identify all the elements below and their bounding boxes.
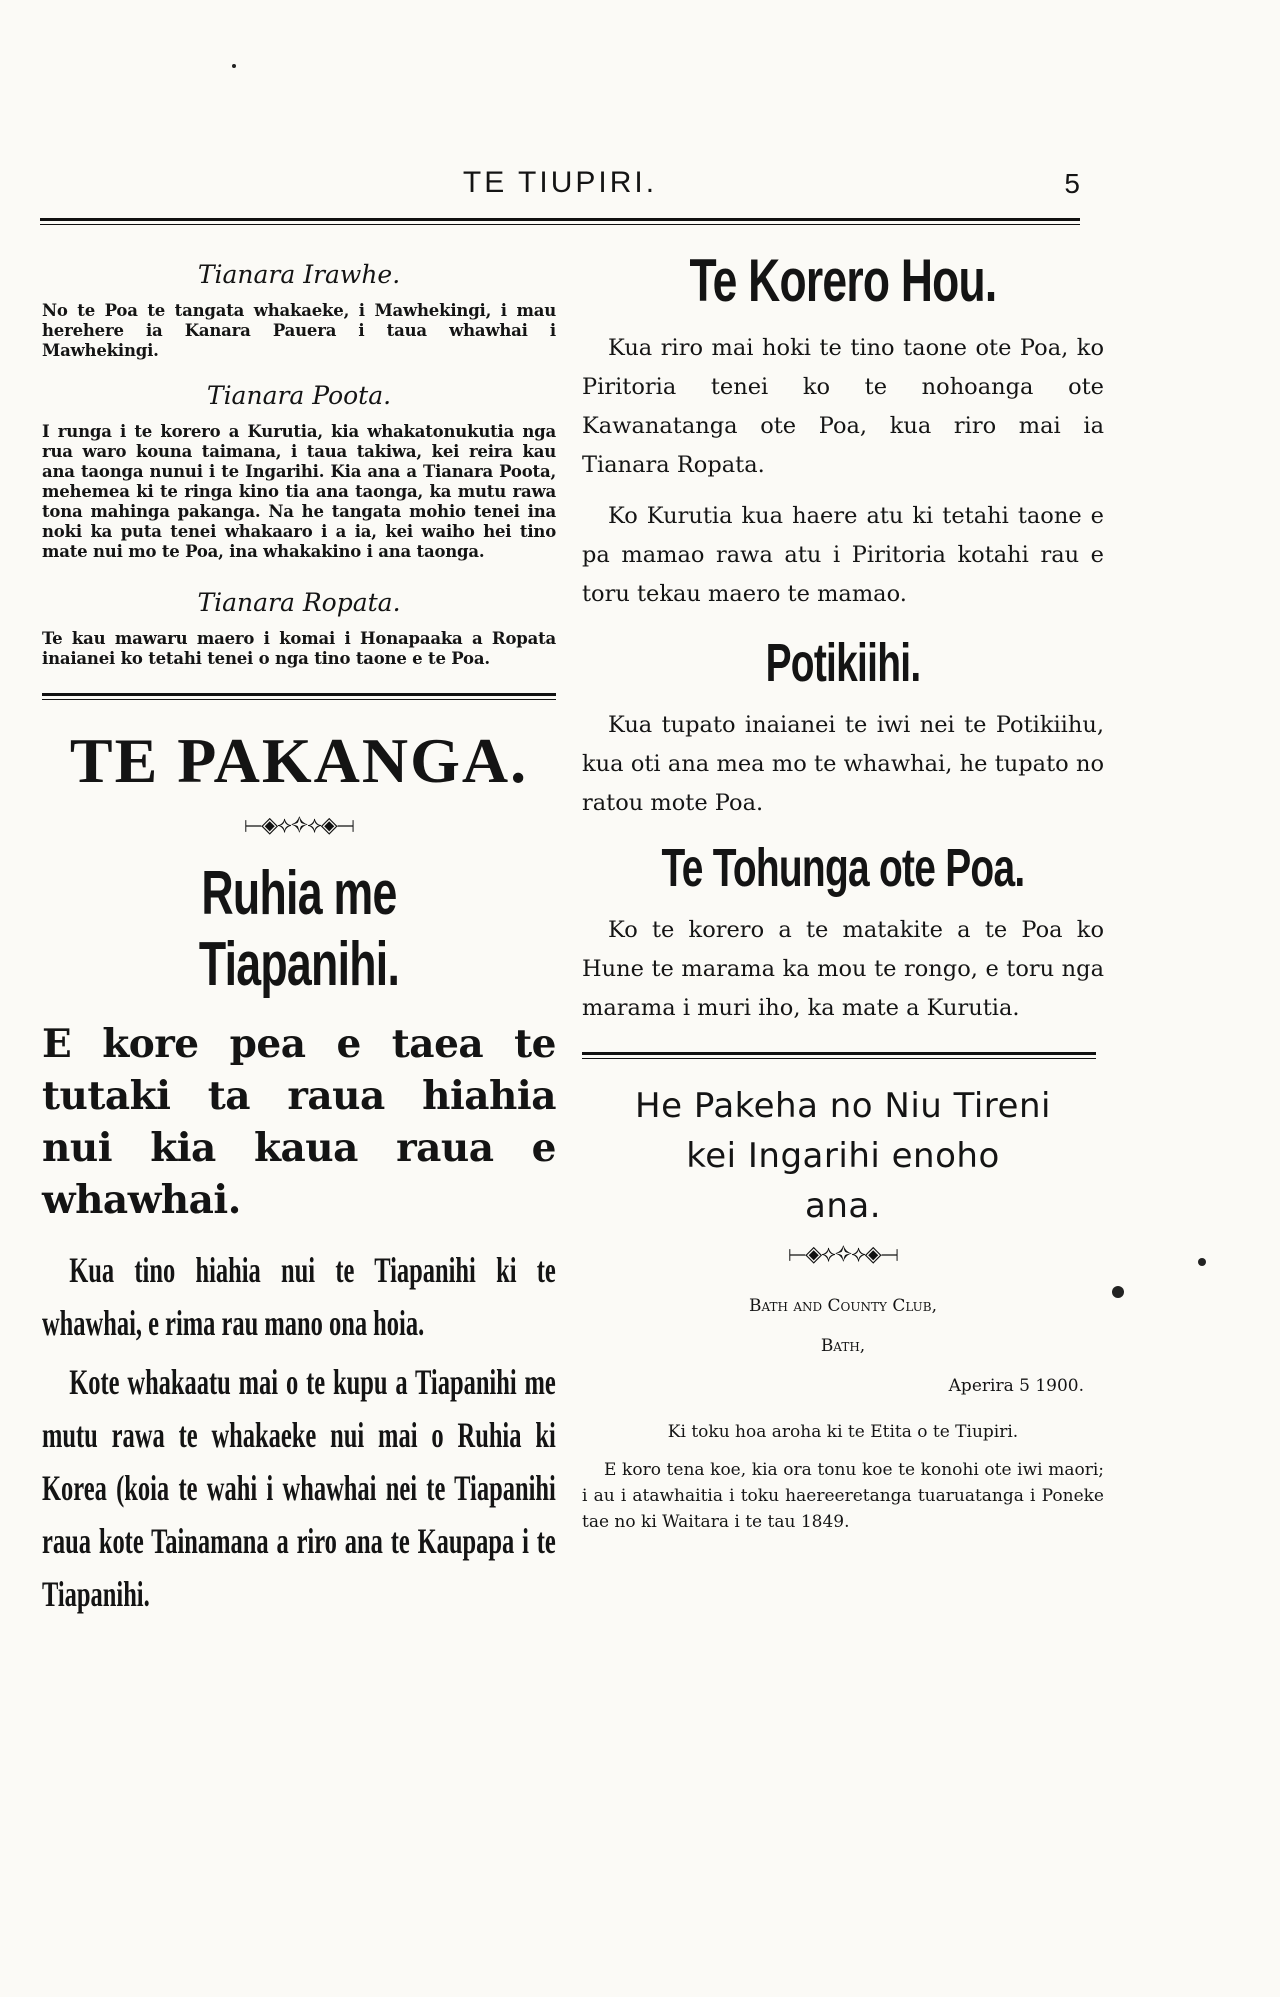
section-rule [42,693,556,700]
print-speck [232,64,236,68]
print-speck [1198,1258,1206,1266]
ruhia-headline: Ruhia me Tiapanihi. [198,859,400,999]
ropata-heading: Tianara Ropata. [197,588,401,617]
left-column [42,226,556,1624]
letter-paragraph: E koro tena koe, kia ora tonu koe te konohi ote iwi maori; i au i atawhaitia i toku haereeretanga tuaruatanga i Poneke tae no ki Waitara i te tau 1849. [582,1460,1104,1532]
header-rule [40,218,1080,225]
letter-date: Aperira 5 1900. [948,1376,1084,1396]
tiapanihi-paragraph-1: Kua tino hiahia nui te Tiapanihi ki te whawhai, e rima rau mano ona hoia. [42,1250,556,1343]
korero-paragraph: Kua riro mai hoki te tino taone ote Poa, ko Piritoria tenei ko te nohoanga ote Kawanatanga ote Poa, kua riro mai ia Tianara Ropata. [582,335,1104,478]
condensed-block [42,1244,556,1624]
irawhe-heading: Tianara Irawhe. [197,260,401,289]
letter-club: Bath and County Club, [748,1296,937,1316]
pakeha-headline-line-2: kei Ingarihi enoho [686,1136,1000,1176]
page-number: 5 [1064,168,1080,199]
ruhia-lead-paragraph: E kore pea e taea te tutaki ta raua hiahia nui kia kaua raua e whawhai. [42,1021,556,1223]
letter-place: Bath, [820,1336,866,1356]
korero-headline: Te Korero Hou. [689,247,997,314]
irawhe-paragraph: No te Poa te tangata whakaeke, i Mawhekingi, i mau herehere ia Kanara Pauera i taua whawhai i Mawhekingi. [42,301,556,360]
right-column [582,226,1104,1535]
ornament-divider-right: ⟝◈⟡✧⟡◈⟞ [788,1241,898,1266]
poota-paragraph: I runga i te korero a Kurutia, kia whakatonukutia nga rua waro kouna taimana, i taua takiwa, kei reira kau ana taonga nunui i te Ingarihi. Kia ana a Tianara Poota, mehemea ki te ringa kino tia ana taonga, ka mutu rawa tona mahinga pakanga. Na he tangata mohio tenei ina noki ka puta tenei whakaaro i a ia, kei waiho hei tino mate nui mo te Poa, ina whakakino i ana taonga. [42,422,556,561]
kurutia-paragraph: Ko Kurutia kua haere atu ki tetahi taone e pa mamao rawa atu i Piritoria kotahi rau e toru tekau maero te mamao. [582,503,1104,607]
section-rule-right [582,1052,1096,1059]
pakanga-headline: TE PAKANGA. [69,725,529,796]
print-speck [1112,1286,1124,1298]
ropata-paragraph: Te kau mawaru maero i komai i Honapaaka a Ropata inaianei ko tetahi tenei o nga tino taone e te Poa. [42,629,556,668]
pakeha-headline-line-3: ana. [804,1186,882,1226]
potikiihi-paragraph: Kua tupato inaianei te iwi nei te Potikiihu, kua oti ana mea mo te whawhai, he tupato no ratou mote Poa. [582,712,1104,816]
letter-salutation: Ki toku hoa aroha ki te Etita o te Tiupiri. [667,1422,1019,1442]
pakeha-headline [582,1081,1104,1231]
tohunga-paragraph: Ko te korero a te matakite a te Poa ko Hune te marama ka mou te rongo, e toru nga marama i muri iho, ka mate a Kurutia. [582,917,1104,1021]
newspaper-title: TE TIUPIRI. [462,166,658,199]
page-header [40,166,1080,206]
tiapanihi-paragraph-2: Kote whakaatu mai o te kupu a Tiapanihi me mutu rawa te whakaeke nui mai o Ruhia ki Korea (koia te wahi i whawhai nei te Tiapanihi raua kote Tainamana a riro ana te Kaupapa i te Tiapanihi. [42,1362,556,1614]
tohunga-headline: Te Tohunga ote Poa. [661,838,1025,898]
poota-heading: Tianara Poota. [206,381,392,410]
pakeha-headline-line-1: He Pakeha no Niu Tireni [635,1086,1051,1126]
ornament-divider: ⟝◈⟡✧⟡◈⟞ [244,812,354,837]
potikiihi-headline: Potikiihi. [765,633,921,693]
